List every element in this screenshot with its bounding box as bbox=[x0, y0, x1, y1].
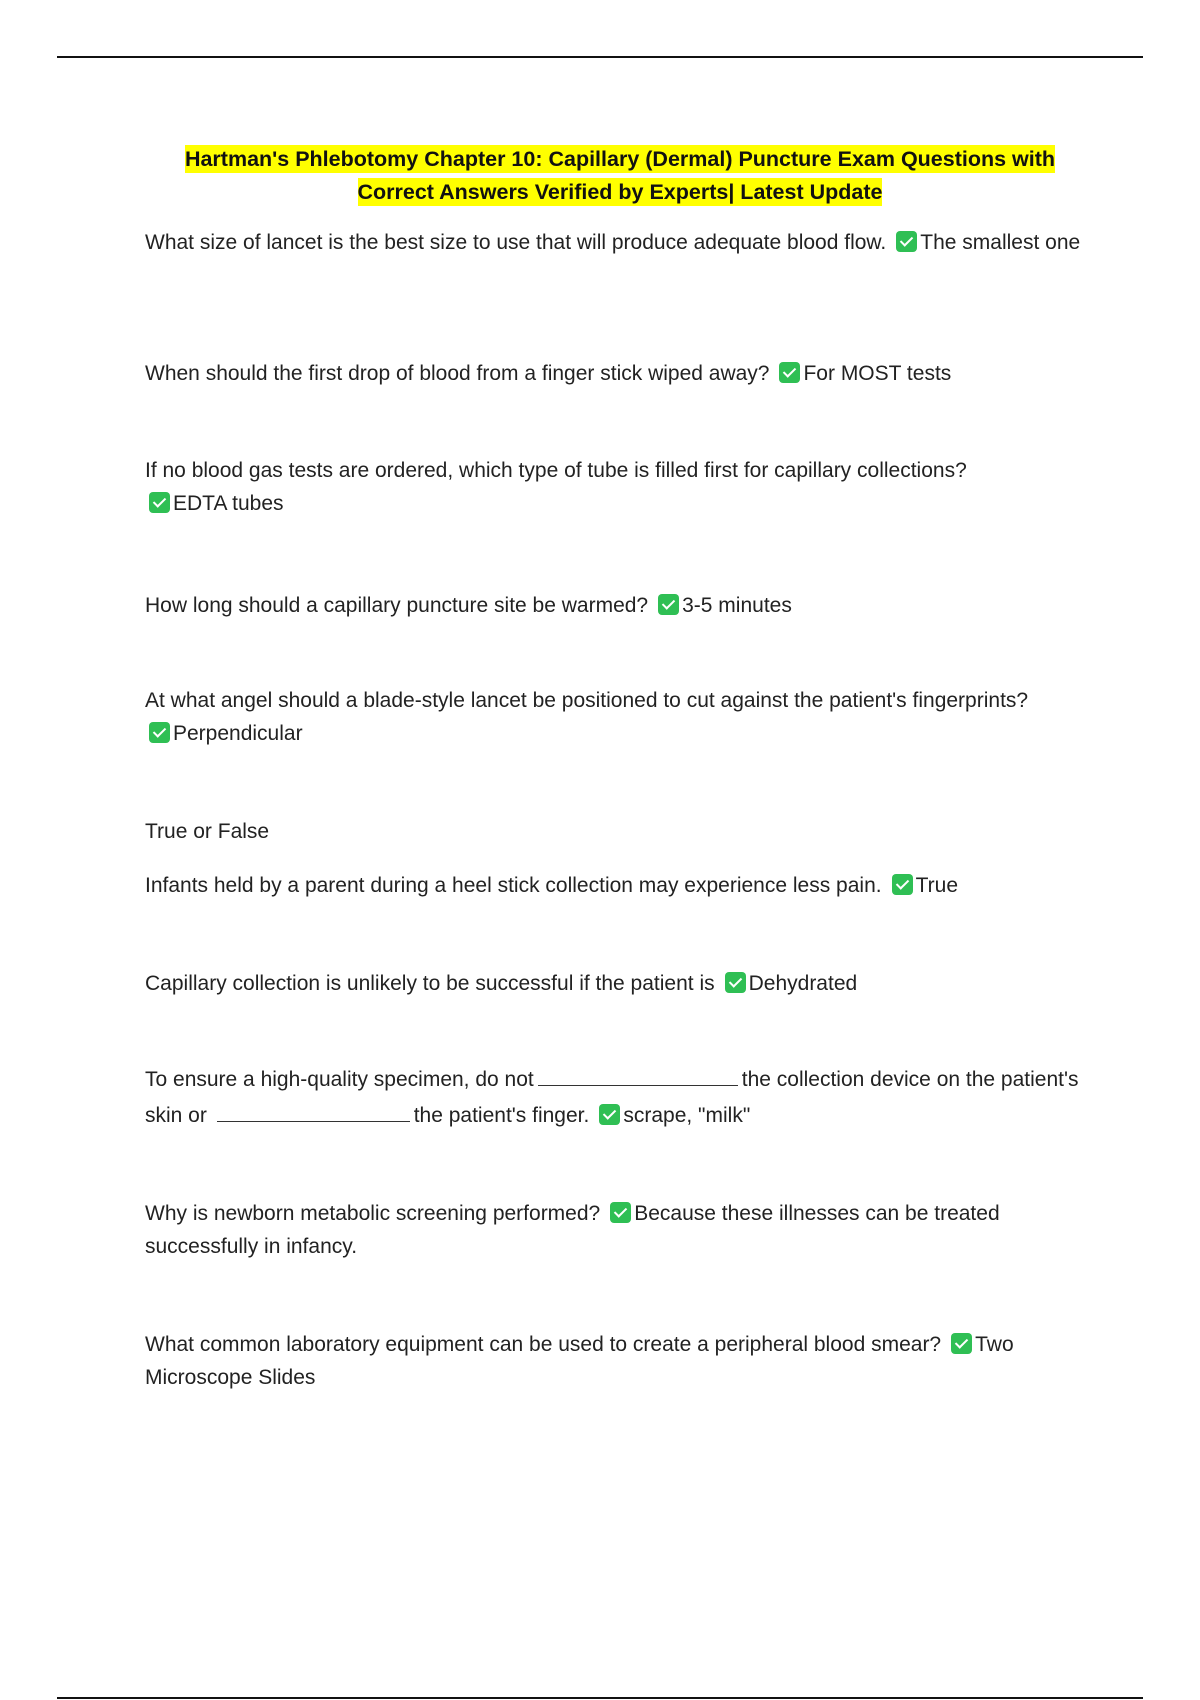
check-mark-icon bbox=[725, 972, 746, 993]
question-text: When should the first drop of blood from a finger stick wiped away? bbox=[145, 362, 770, 385]
question-text: Capillary collection is unlikely to be successful if the patient is bbox=[145, 972, 715, 995]
answer-text: For MOST tests bbox=[803, 362, 952, 385]
qa-item-5 bbox=[145, 684, 1095, 750]
check-mark-icon bbox=[951, 1333, 972, 1354]
question-text: At what angel should a blade-style lancet be positioned to cut against the patient's fingerprints? bbox=[145, 689, 1029, 712]
question-text-part-3: the patient's finger. bbox=[413, 1104, 590, 1127]
answer-text: Two Microscope Slides bbox=[145, 1333, 1014, 1389]
qa-item-6 bbox=[145, 869, 1095, 902]
answer-text: EDTA tubes bbox=[173, 492, 284, 515]
fill-in-blank bbox=[217, 1103, 410, 1122]
question-text: What common laboratory equipment can be used to create a peripheral blood smear? bbox=[145, 1333, 942, 1356]
answer-text: True bbox=[915, 874, 958, 897]
answer-text: Dehydrated bbox=[748, 972, 858, 995]
check-mark-icon bbox=[599, 1104, 620, 1125]
answer-text: 3-5 minutes bbox=[682, 594, 792, 617]
document-title bbox=[145, 143, 1095, 209]
answer-text: scrape, "milk" bbox=[623, 1104, 751, 1127]
question-text: How long should a capillary puncture site be warmed? bbox=[145, 594, 649, 617]
answer-text: Because these illnesses can be treated successfully in infancy. bbox=[145, 1202, 1000, 1258]
answer-text: The smallest one bbox=[920, 231, 1081, 254]
document-title-text: Hartman's Phlebotomy Chapter 10: Capillary (Dermal) Puncture Exam Questions with Correct Answers Verified by Experts| Latest Update bbox=[184, 147, 1056, 204]
question-text: Why is newborn metabolic screening performed? bbox=[145, 1202, 601, 1225]
check-mark-icon bbox=[610, 1202, 631, 1223]
qa-item-3 bbox=[145, 454, 1095, 520]
qa-item-8 bbox=[145, 1062, 1095, 1134]
question-text: Infants held by a parent during a heel stick collection may experience less pain. bbox=[145, 874, 882, 897]
qa-item-2 bbox=[145, 357, 1095, 390]
qa-item-6-heading bbox=[145, 815, 1095, 848]
question-text: If no blood gas tests are ordered, which type of tube is filled first for capillary collections? bbox=[145, 459, 967, 482]
section-heading: True or False bbox=[145, 820, 270, 843]
top-rule bbox=[57, 56, 1143, 58]
qa-item-9 bbox=[145, 1197, 1095, 1263]
question-text: What size of lancet is the best size to use that will produce adequate blood flow. bbox=[145, 231, 887, 254]
check-mark-icon bbox=[149, 722, 170, 743]
question-text-part-2: the collection device on the patient's skin or bbox=[145, 1068, 1079, 1127]
qa-item-4 bbox=[145, 589, 1095, 622]
check-mark-icon bbox=[779, 362, 800, 383]
answer-text: Perpendicular bbox=[173, 722, 303, 745]
question-text-part-1: To ensure a high-quality specimen, do not bbox=[145, 1068, 534, 1091]
qa-item-1 bbox=[145, 226, 1095, 259]
check-mark-icon bbox=[658, 594, 679, 615]
bottom-rule bbox=[57, 1697, 1143, 1699]
qa-item-7 bbox=[145, 967, 1095, 1000]
check-mark-icon bbox=[892, 874, 913, 895]
check-mark-icon bbox=[149, 492, 170, 513]
check-mark-icon bbox=[896, 231, 917, 252]
qa-item-10 bbox=[145, 1328, 1095, 1394]
fill-in-blank bbox=[538, 1067, 738, 1086]
